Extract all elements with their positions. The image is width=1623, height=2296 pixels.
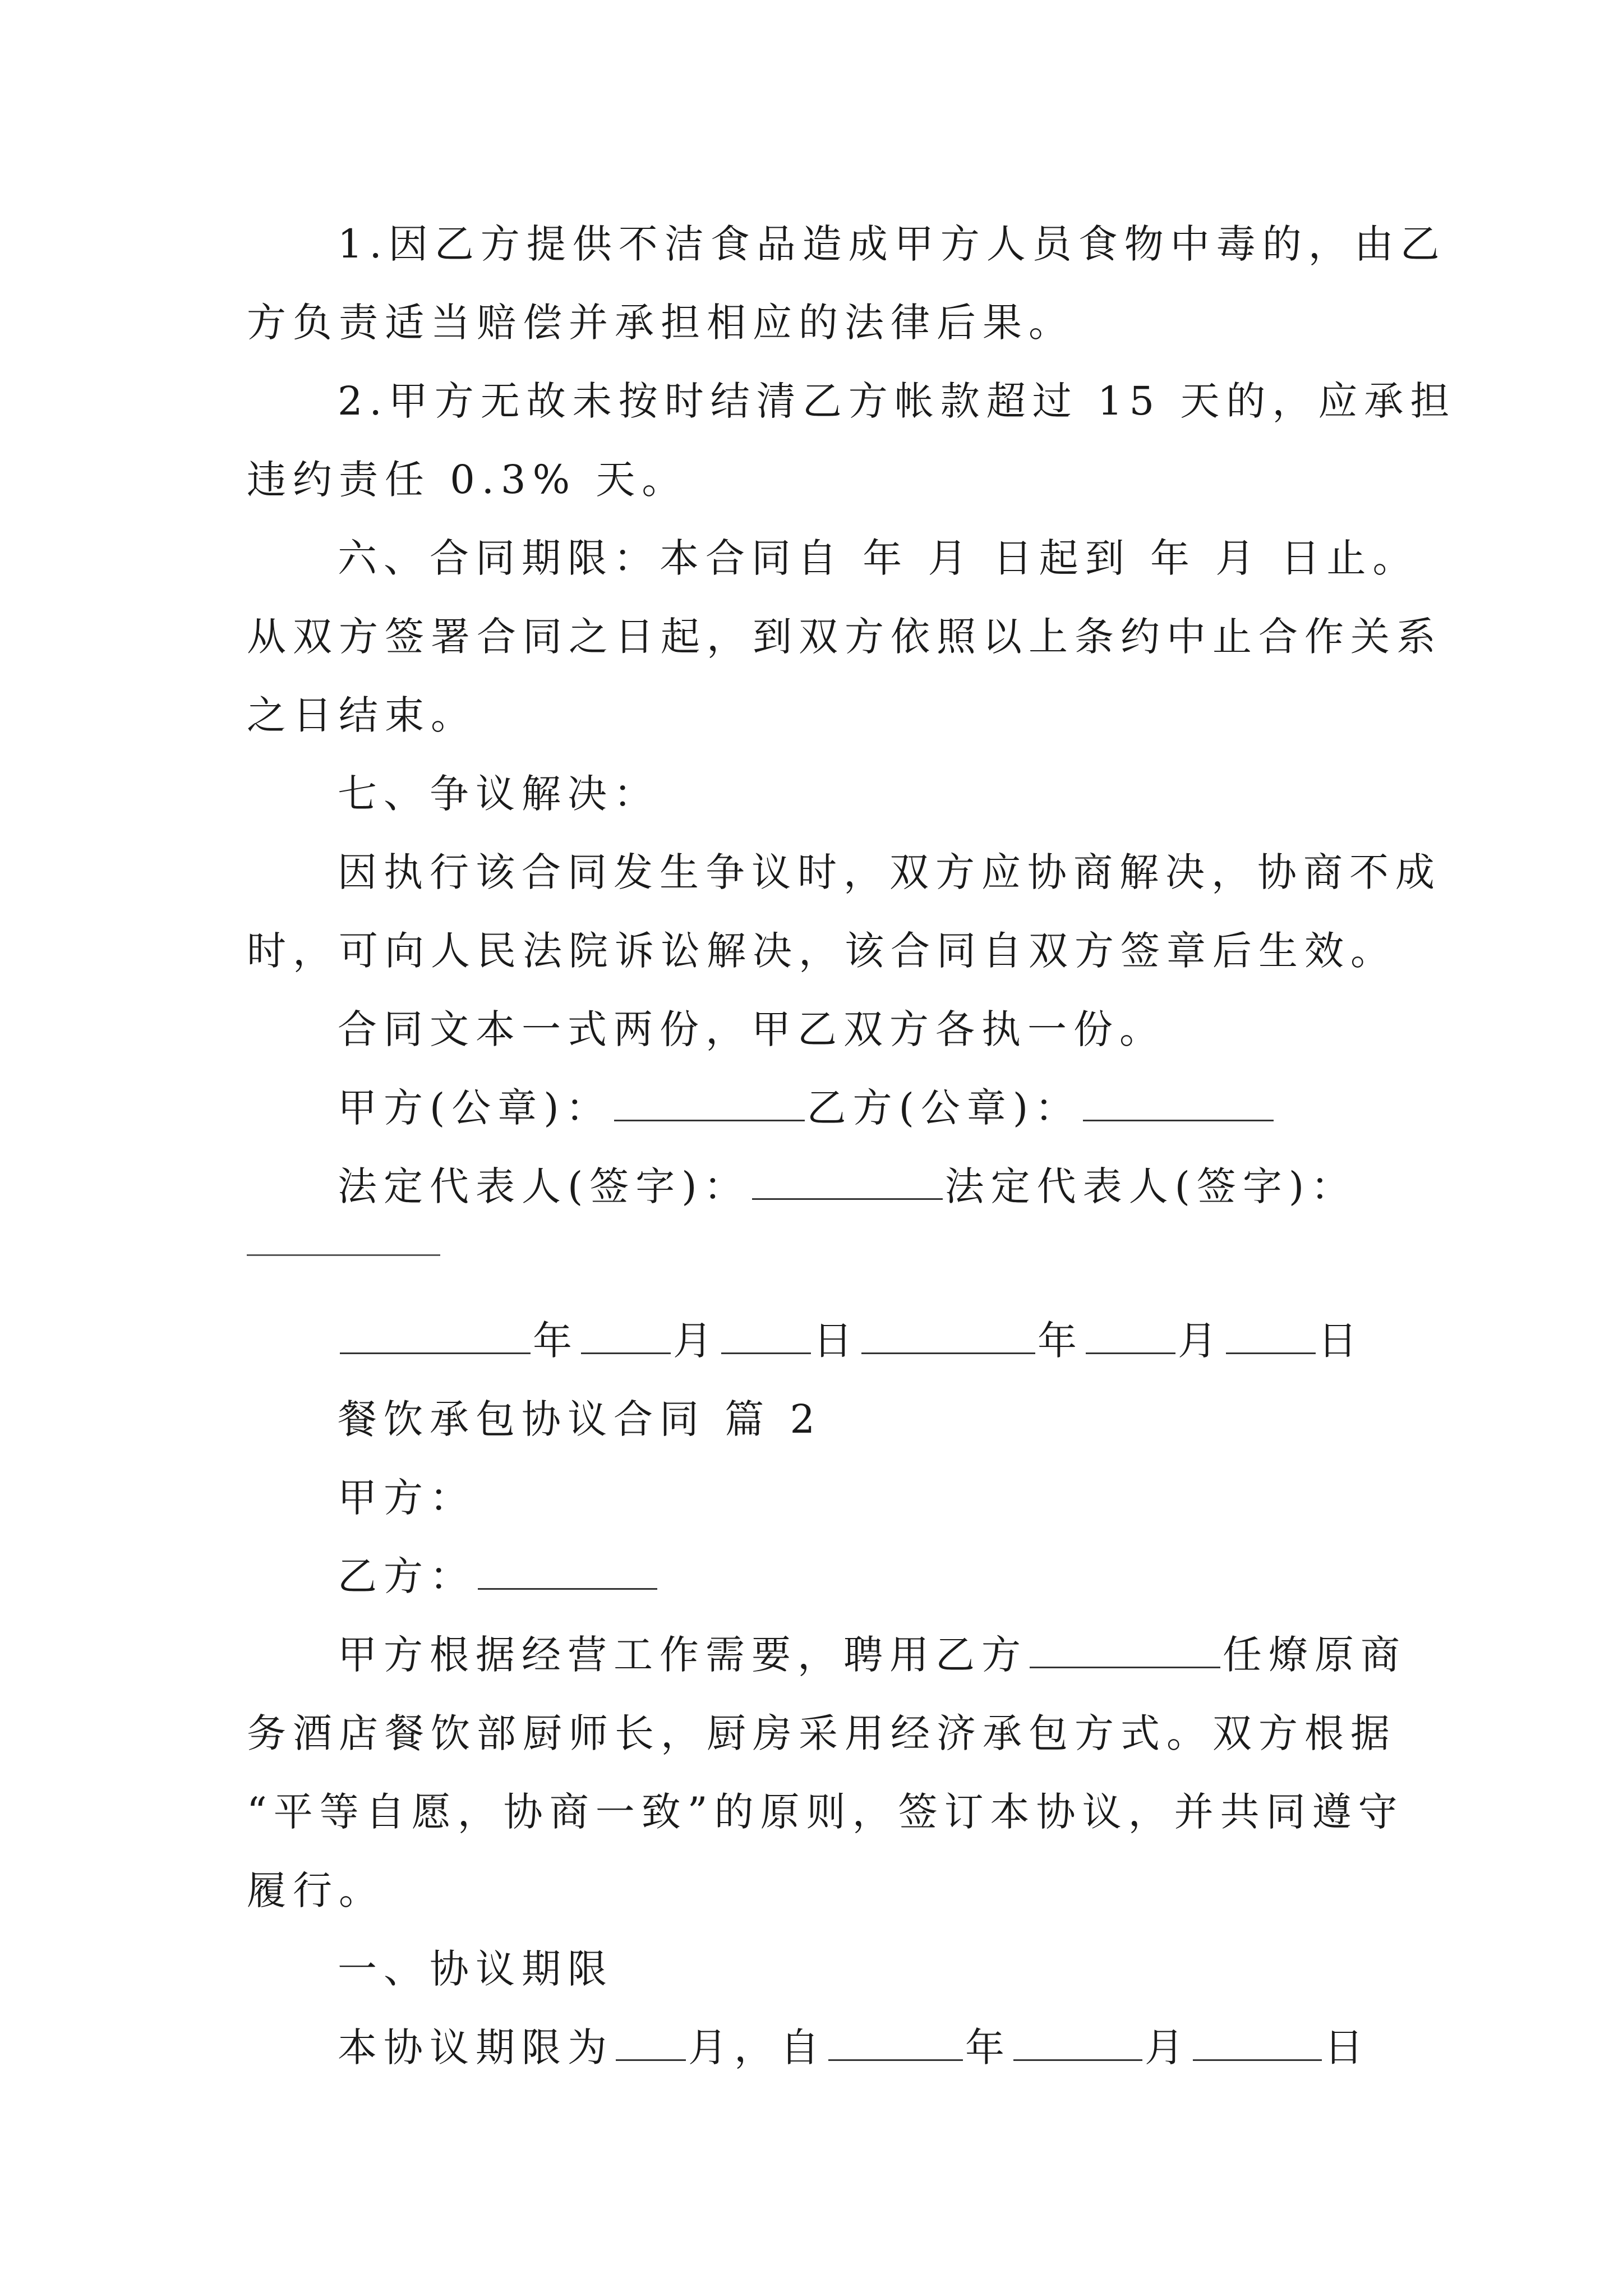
date-b-month-blank[interactable] — [1086, 1318, 1175, 1354]
date-b-month-label: 月 — [1178, 1318, 1224, 1364]
term-start-month-label: 月 — [1145, 2024, 1191, 2070]
chef-name-blank[interactable] — [1030, 1632, 1220, 1668]
section-2-title: 餐饮承包协议合同 篇 2 — [338, 1396, 822, 1442]
dispute-heading: 七、争议解决： — [338, 771, 660, 817]
clause-2-line-1: 2.甲方无故未按时结清乙方帐款超过 15 天的，应承担 — [338, 378, 1456, 424]
party-b-seal-blank[interactable] — [1083, 1085, 1274, 1121]
term-month-label: 月，自 — [688, 2024, 826, 2070]
representative-line — [338, 1158, 1482, 1214]
term-line — [338, 2019, 1482, 2076]
date-a-year-label: 年 — [533, 1318, 579, 1364]
term-start-day-blank[interactable] — [1193, 2024, 1322, 2061]
date-line — [338, 1313, 1482, 1369]
date-a-month-blank[interactable] — [581, 1318, 671, 1354]
party-a-seal-blank[interactable] — [614, 1085, 805, 1121]
date-a-day-label: 日 — [813, 1318, 859, 1364]
party-a-seal-label: 甲方(公章)： — [338, 1085, 612, 1131]
hire-suffix: 任燎原商 — [1223, 1632, 1407, 1678]
date-b-day-blank[interactable] — [1226, 1318, 1316, 1354]
party-b-label: 乙方： — [338, 1553, 476, 1599]
term-prefix: 本协议期限为 — [338, 2024, 614, 2070]
hire-paragraph-line-3: “平等自愿，协商一致”的原则，签订本协议，并共同遵守 — [247, 1789, 1404, 1835]
hire-paragraph-line-1 — [338, 1627, 1482, 1683]
party-b-rep-blank-continued[interactable] — [247, 1254, 440, 1256]
term-start-day-label: 日 — [1324, 2024, 1370, 2070]
party-a-rep-label: 法定代表人(签字)： — [338, 1163, 750, 1209]
term-year-label: 年 — [965, 2024, 1011, 2070]
term-start-month-blank[interactable] — [1013, 2024, 1142, 2061]
party-a-line: 甲方： — [338, 1475, 476, 1521]
hire-paragraph-line-2: 务酒店餐饮部厨师长，厨房采用经济承包方式。双方根据 — [247, 1710, 1396, 1756]
hire-prefix: 甲方根据经营工作需要，聘用乙方 — [338, 1632, 1027, 1678]
hire-paragraph-line-4: 履行。 — [247, 1867, 385, 1913]
dispute-line-2: 时，可向人民法院诉讼解决，该合同自双方签章后生效。 — [247, 928, 1396, 974]
contract-term-line-2: 从双方签署合同之日起，到双方依照以上条约中止合作关系 — [247, 614, 1442, 660]
copies-line: 合同文本一式两份，甲乙双方各执一份。 — [338, 1006, 1165, 1052]
clause-1-line-1: 1.因乙方提供不洁食品造成甲方人员食物中毒的，由乙 — [338, 221, 1446, 267]
term-heading: 一、协议期限 — [338, 1946, 614, 1992]
term-months-blank[interactable] — [616, 2024, 686, 2061]
party-b-line — [338, 1548, 1482, 1604]
date-a-year-blank[interactable] — [340, 1318, 531, 1354]
date-a-month-label: 月 — [673, 1318, 719, 1364]
date-b-day-label: 日 — [1318, 1318, 1364, 1364]
party-a-rep-blank[interactable] — [752, 1163, 943, 1200]
clause-2-line-2: 违约责任 0.3% 天。 — [247, 457, 688, 503]
seal-line — [338, 1080, 1482, 1136]
clause-1-line-2: 方负责适当赔偿并承担相应的法律后果。 — [247, 300, 1075, 346]
party-b-rep-label: 法定代表人(签字)： — [944, 1163, 1357, 1209]
date-a-day-blank[interactable] — [721, 1318, 811, 1354]
date-b-year-label: 年 — [1038, 1318, 1083, 1364]
contract-term-line-3: 之日结束。 — [247, 692, 477, 738]
term-start-year-blank[interactable] — [828, 2024, 963, 2061]
date-b-year-blank[interactable] — [861, 1318, 1035, 1354]
party-b-seal-label: 乙方(公章)： — [806, 1085, 1081, 1131]
dispute-line-1: 因执行该合同发生争议时，双方应协商解决，协商不成 — [338, 849, 1441, 895]
contract-term-line-1: 六、合同期限：本合同自 年 月 日起到 年 月 日止。 — [338, 535, 1419, 581]
party-b-name-blank[interactable] — [478, 1553, 657, 1590]
